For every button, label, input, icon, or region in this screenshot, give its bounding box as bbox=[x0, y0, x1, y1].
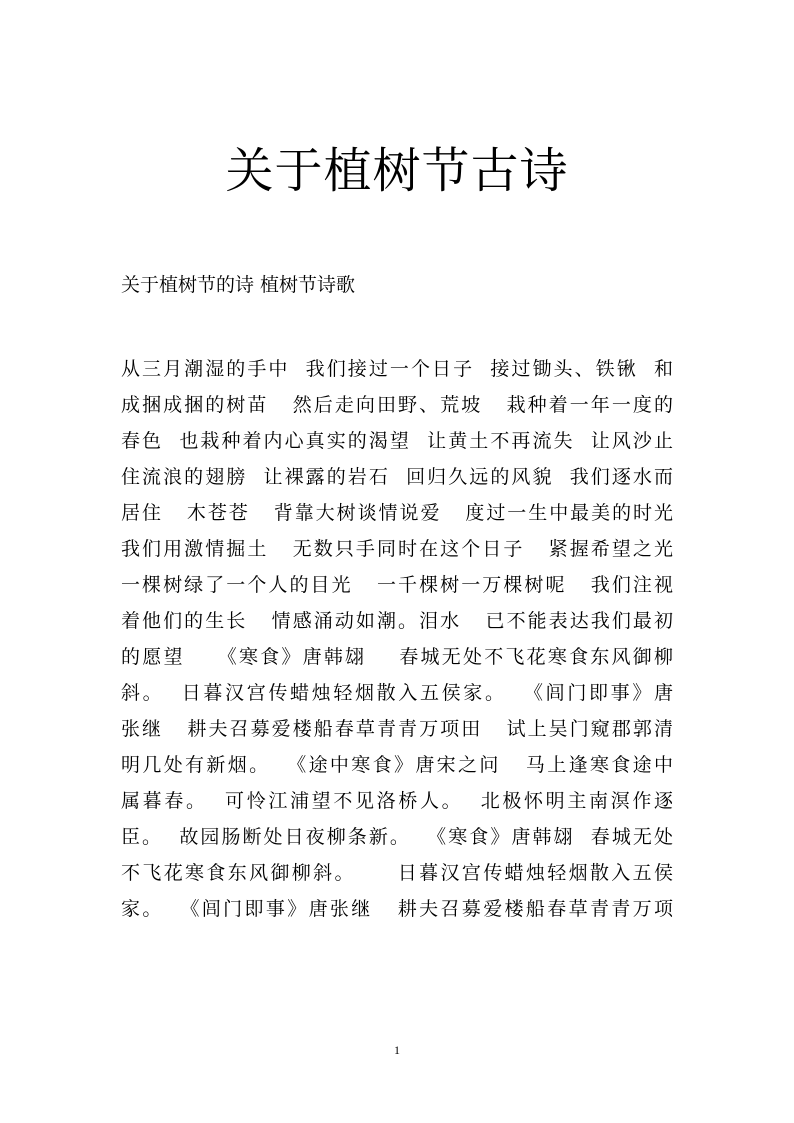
page-number: 1 bbox=[394, 1043, 400, 1057]
body-line: 我们用激情掘土 无数只手同时在这个日子 紧握希望之光 bbox=[121, 538, 673, 560]
document-subtitle: 关于植树节的诗 植树节诗歌 bbox=[121, 274, 356, 296]
body-line: 住流浪的翅膀 让裸露的岩石 回归久远的风貌 我们逐水而 bbox=[121, 466, 673, 488]
body-line: 的愿望 《寒食》唐韩翃 春城无处不飞花寒食东风御柳 bbox=[121, 646, 673, 668]
body-line: 臣。 故园肠断处日夜柳条新。 《寒食》唐韩翃 春城无处 bbox=[121, 826, 673, 848]
body-line: 张继 耕夫召募爱楼船春草青青万项田 试上吴门窥郡郭清 bbox=[121, 718, 673, 740]
body-line: 居住 木苍苍 背靠大树谈情说爱 度过一生中最美的时光 bbox=[121, 502, 673, 524]
body-line: 属暮春。 可怜江浦望不见洛桥人。 北极怀明主南溟作逐 bbox=[121, 790, 673, 812]
body-line: 明几处有新烟。 《途中寒食》唐宋之问 马上逢寒食途中 bbox=[121, 754, 673, 776]
body-line: 着他们的生长 情感涌动如潮。泪水 已不能表达我们最初 bbox=[121, 610, 673, 632]
body-line: 家。 《闾门即事》唐张继 耕夫召募爱楼船春草青青万项 bbox=[121, 898, 673, 920]
body-line: 不飞花寒食东风御柳斜。 日暮汉宫传蜡烛轻烟散入五侯 bbox=[121, 862, 673, 884]
body-line: 从三月潮湿的手中 我们接过一个日子 接过锄头、铁锹 和 bbox=[121, 358, 673, 380]
poem-body bbox=[121, 351, 673, 927]
body-line: 成捆成捆的树苗 然后走向田野、荒坡 栽种着一年一度的 bbox=[121, 394, 673, 416]
body-line: 斜。 日暮汉宫传蜡烛轻烟散入五侯家。 《闾门即事》唐 bbox=[121, 682, 673, 704]
body-line: 春色 也栽种着内心真实的渴望 让黄土不再流失 让风沙止 bbox=[121, 430, 673, 452]
body-line: 一棵树绿了一个人的目光 一千棵树一万棵树呢 我们注视 bbox=[121, 574, 673, 596]
document-title: 关于植树节古诗 bbox=[225, 143, 569, 199]
